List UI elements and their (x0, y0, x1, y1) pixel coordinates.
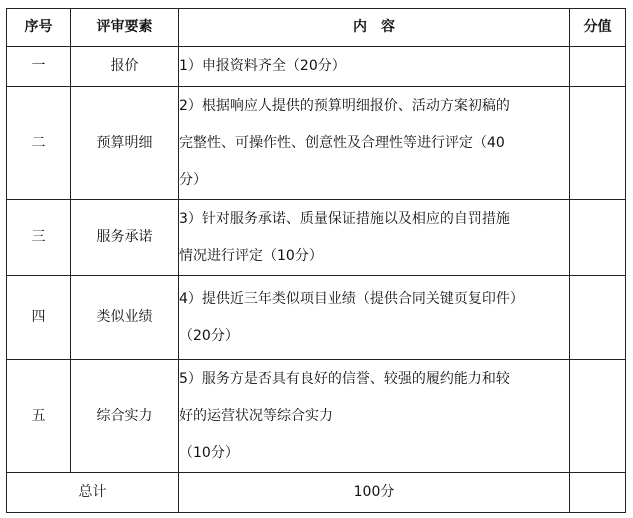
row-content (179, 87, 570, 200)
table-row (7, 276, 626, 360)
total-value: 100分 (179, 473, 570, 513)
content-line: 1）申报资料齐全（20分） (179, 58, 346, 74)
row-index: 四 (7, 276, 71, 360)
content-line: 5）服务方是否具有良好的信誉、较强的履约能力和较 (179, 370, 510, 387)
content-line: 分） (179, 171, 207, 188)
content-line: 4）提供近三年类似项目业绩（提供合同关键页复印件） (179, 290, 524, 307)
evaluation-table (6, 8, 626, 513)
row-content (179, 276, 570, 360)
row-score (570, 87, 626, 200)
row-content (179, 47, 570, 87)
row-criteria: 综合实力 (71, 360, 179, 473)
table-row (7, 87, 626, 200)
row-content (179, 200, 570, 276)
header-row (7, 9, 626, 47)
table-row (7, 47, 626, 87)
table-row (7, 200, 626, 276)
header-score: 分值 (570, 9, 626, 47)
row-index: 三 (7, 200, 71, 276)
row-content (179, 360, 570, 473)
content-line: 情况进行评定（10分） (179, 247, 323, 264)
row-criteria: 类似业绩 (71, 276, 179, 360)
table-row (7, 360, 626, 473)
row-index: 一 (7, 47, 71, 87)
row-criteria: 预算明细 (71, 87, 179, 200)
total-row (7, 473, 626, 513)
row-criteria: 服务承诺 (71, 200, 179, 276)
content-line: 2）根据响应人提供的预算明细报价、活动方案初稿的 (179, 97, 510, 114)
total-score (570, 473, 626, 513)
row-index: 五 (7, 360, 71, 473)
content-line: （20分） (179, 327, 239, 344)
row-score (570, 47, 626, 87)
content-line: 好的运营状况等综合实力 (179, 407, 333, 424)
row-score (570, 200, 626, 276)
row-score (570, 276, 626, 360)
header-index: 序号 (7, 9, 71, 47)
content-line: 完整性、可操作性、创意性及合理性等进行评定（40 (179, 134, 505, 151)
row-score (570, 360, 626, 473)
row-index: 二 (7, 87, 71, 200)
row-criteria: 报价 (71, 47, 179, 87)
content-line: 3）针对服务承诺、质量保证措施以及相应的自罚措施 (179, 210, 510, 227)
header-criteria: 评审要素 (71, 9, 179, 47)
header-content: 内 容 (179, 9, 570, 47)
content-line: （10分） (179, 444, 239, 461)
total-label: 总计 (7, 473, 179, 513)
